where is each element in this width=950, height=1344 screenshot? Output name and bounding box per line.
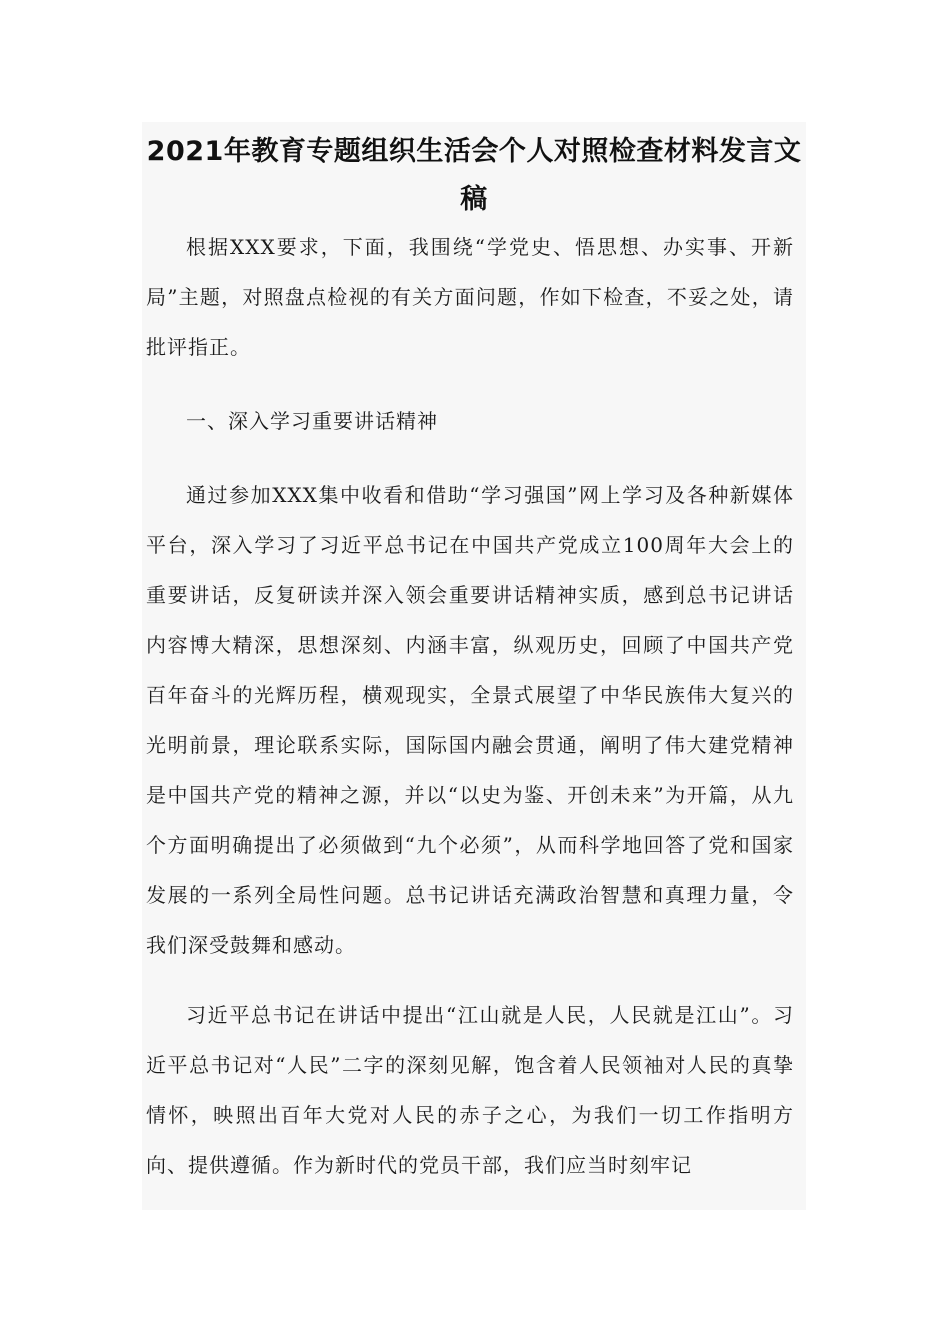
paragraph-gap — [146, 446, 794, 470]
document-body — [146, 222, 794, 1190]
intro-paragraph: 根据XXX要求，下面，我围绕“学党史、悟思想、办实事、开新局”主题，对照盘点检视的有关方面问题，作如下检查，不妥之处，请批评指正。 — [146, 235, 794, 359]
body-paragraph: 习近平总书记在讲话中提出“江山就是人民，人民就是江山”。习近平总书记对“人民”二字的深刻见解，饱含着人民领袖对人民的真挚情怀，映照出百年大党对人民的赤子之心，为我们一切工作指明方向、提供遵循。作为新时代的党员干部，我们应当时刻牢记 — [146, 1003, 794, 1177]
body-paragraph: 通过参加XXX集中收看和借助“学习强国”网上学习及各种新媒体平台，深入学习了习近平总书记在中国共产党成立100周年大会上的重要讲话，反复研读并深入领会重要讲话精神实质，感到总书记讲话内容博大精深，思想深刻、内涵丰富，纵观历史，回顾了中国共产党百年奋斗的光辉历程，横观现实，全景式展望了中华民族伟大复兴的光明前景，理论联系实际，国际国内融会贯通，阐明了伟大建党精神是中国共产党的精神之源，并以“以史为鉴、开创未来”为开篇，从九个方面明确提出了必须做到“九个必须”，从而科学地回答了党和国家发展的一系列全局性问题。总书记讲话充满政治智慧和真理力量，令我们深受鼓舞和感动。 — [146, 483, 794, 957]
paragraph-gap — [146, 372, 794, 396]
paragraph-gap — [146, 970, 794, 990]
section-heading: 一、深入学习重要讲话精神 — [186, 409, 438, 433]
document-title: 2021年教育专题组织生活会个人对照检查材料发言文稿 — [146, 136, 802, 215]
